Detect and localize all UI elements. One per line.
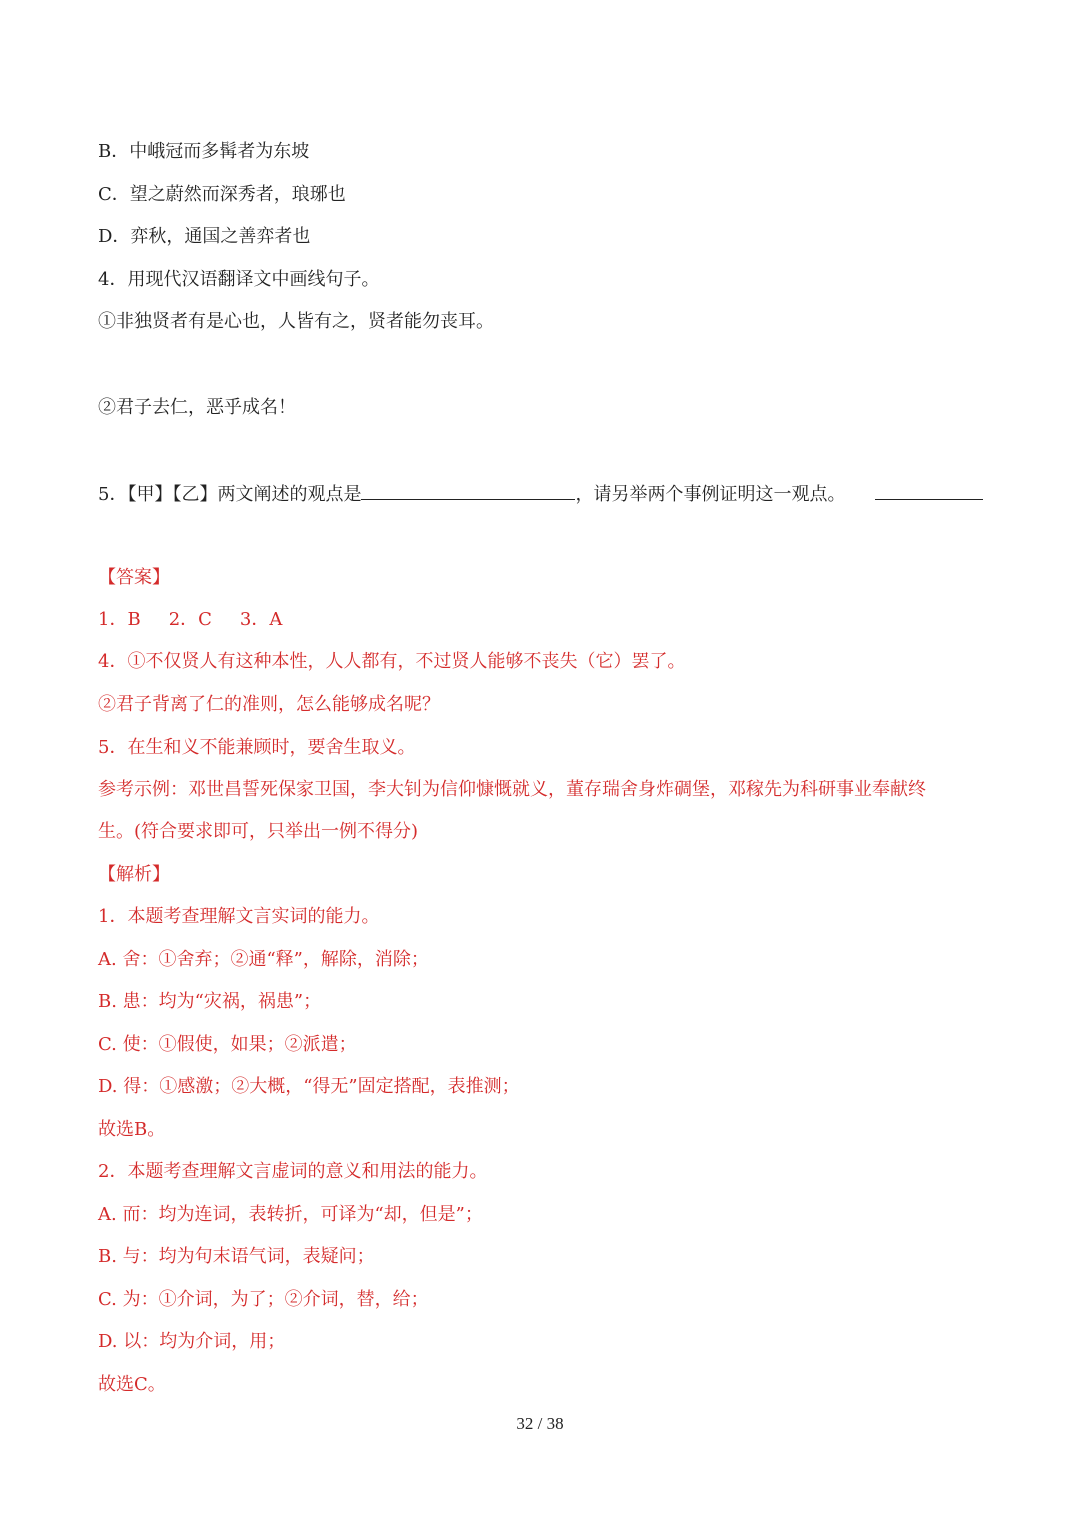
answer-4-1: 4．①不仅贤人有这种本性，人人都有，不过贤人能够不丧失（它）罢了。 xyxy=(98,651,686,672)
analysis-line: C. 使：①假使，如果；②派遣； xyxy=(98,1034,357,1055)
question-4-stem: 4．用现代汉语翻译文中画线句子。 xyxy=(98,269,380,290)
mc-answer-1: 1．B xyxy=(98,609,141,630)
option-c: C．望之蔚然而深秀者，琅琊也 xyxy=(98,184,346,205)
analysis-line: 故选C。 xyxy=(98,1374,166,1395)
question-5-text-2: ，请另举两个事例证明这一观点。 xyxy=(575,484,846,505)
reference-example-line-2: 生。(符合要求即可，只举出一例不得分) xyxy=(98,821,419,842)
analysis-line: 1．本题考查理解文言实词的能力。 xyxy=(98,906,380,927)
option-b: B．中峨冠而多髯者为东坡 xyxy=(98,141,310,162)
analysis-line: B. 患：均为“灾祸，祸患”； xyxy=(98,991,322,1012)
mc-answers xyxy=(98,608,282,632)
answer-blank-1 xyxy=(361,481,575,500)
analysis-line: 故选B。 xyxy=(98,1119,166,1140)
answer-blank-2 xyxy=(875,499,983,500)
analysis-line: C. 为：①介词，为了；②介词，替，给； xyxy=(98,1289,429,1310)
answer-4-2: ②君子背离了仁的准则，怎么能够成名呢？ xyxy=(98,694,440,715)
page-number: 32 / 38 xyxy=(516,1414,564,1433)
option-d: D．弈秋，通国之善弈者也 xyxy=(98,226,311,247)
analysis-line: 2．本题考查理解文言虚词的意义和用法的能力。 xyxy=(98,1161,488,1182)
answer-header: 【答案】 xyxy=(98,567,170,588)
question-5-text-1: 5．【甲】【乙】两文阐述的观点是 xyxy=(98,484,362,505)
analysis-line: B. 与：均为句末语气词，表疑问； xyxy=(98,1246,375,1267)
answer-5: 5．在生和义不能兼顾时，要舍生取义。 xyxy=(98,737,416,758)
analysis-line: D. 得：①感激；②大概，“得无”固定搭配，表推测； xyxy=(98,1076,520,1097)
analysis-line: A. 舍：①舍弃；②通“释”，解除，消除； xyxy=(98,949,429,970)
question-4-sentence-1: ①非独贤者有是心也，人皆有之，贤者能勿丧耳。 xyxy=(98,311,494,332)
question-4-sentence-2: ②君子去仁，恶乎成名！ xyxy=(98,397,296,418)
mc-answer-3: 3．A xyxy=(239,609,283,630)
analysis-line: A. 而：均为连词，表转折，可译为“却，但是”； xyxy=(98,1204,483,1225)
question-5 xyxy=(98,481,845,507)
analysis-line: D. 以：均为介词，用； xyxy=(98,1331,286,1352)
analysis-header: 【解析】 xyxy=(98,864,170,885)
reference-example-line-1: 参考示例：邓世昌誓死保家卫国，李大钊为信仰慷慨就义，董存瑞舍身炸碉堡，邓稼先为科研事业奉献终 xyxy=(98,779,926,800)
mc-answer-2: 2．C xyxy=(168,609,212,630)
